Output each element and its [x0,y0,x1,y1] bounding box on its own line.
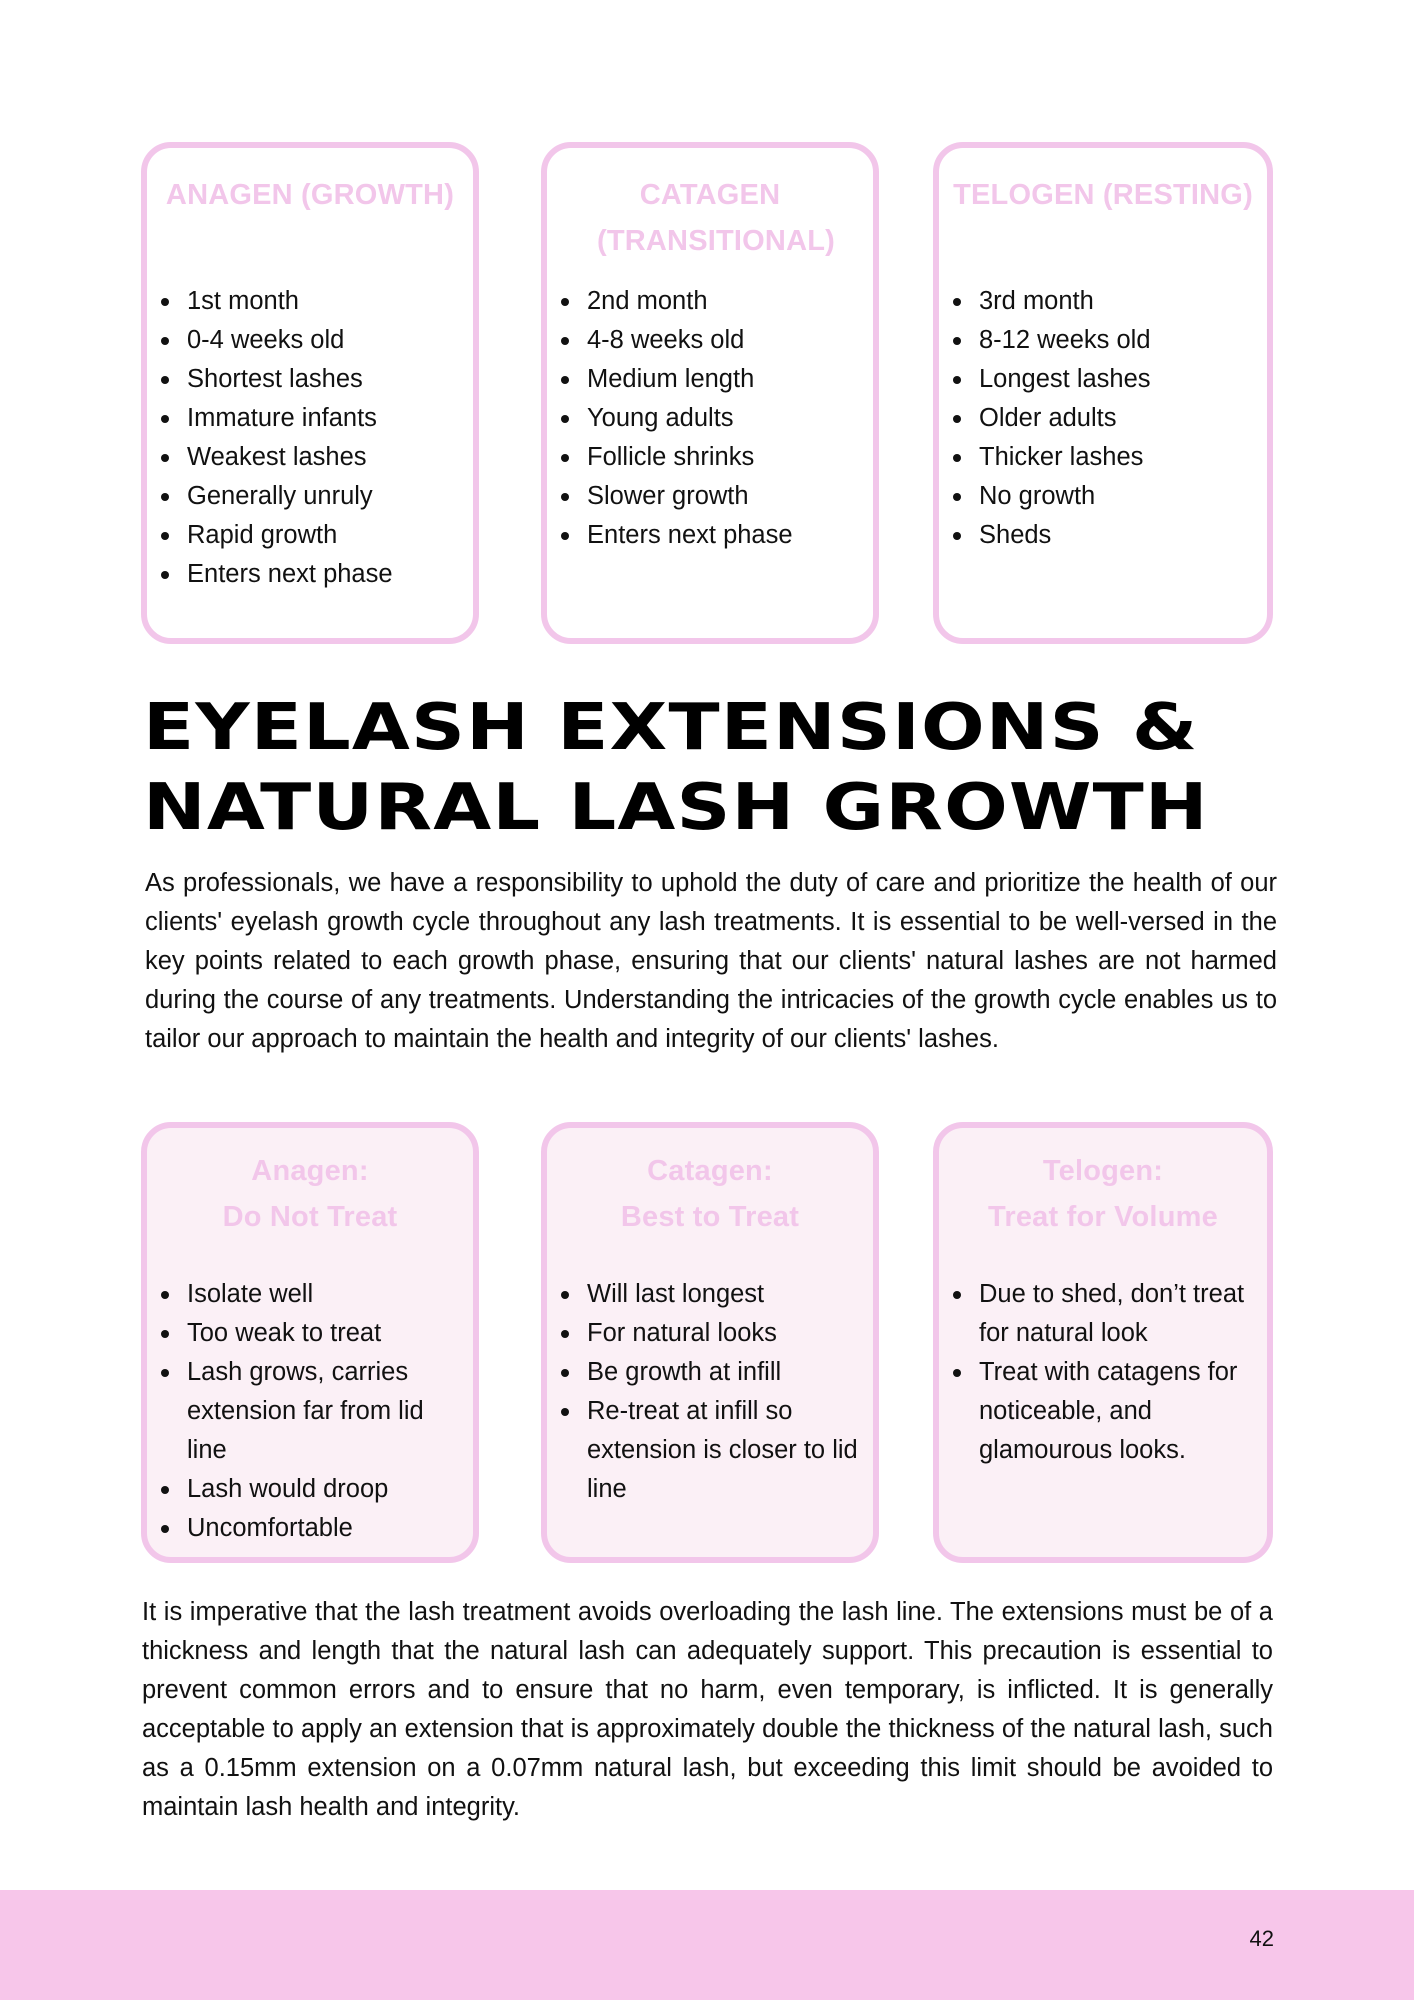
anagen-phase-list [147,282,465,594]
list-item: Sheds [979,516,1259,555]
list-item: Due to shed, don’t treat for natural look [979,1275,1259,1353]
list-item: 1st month [187,282,465,321]
list-item: Lash grows, carries extension far from lid line [187,1353,465,1470]
telogen-phase-list [939,282,1259,555]
list-item: For natural looks [587,1314,865,1353]
anagen-treatment-title-line-2: Do Not Treat [222,1201,398,1233]
list-item: Slower growth [587,477,865,516]
list-item: Too weak to treat [187,1314,465,1353]
catagen-phase-title: CATAGEN (TRANSITIONAL) [597,179,835,257]
list-item: Older adults [979,399,1259,438]
list-item: Generally unruly [187,477,465,516]
closing-paragraph: It is imperative that the lash treatment avoids overloading the lash line. The extensions must be of a thickness and length that the natural lash can adequately support. This precaution is essential to prevent common errors and to ensure that no harm, even temporary, is inflicted. It is generally acceptable to apply an extension that is approximately double the thickness of the natural lash, such as a 0.15mm extension on a 0.07mm natural lash, but exceeding this limit should be avoided to maintain lash health and integrity. [142,1598,1273,1821]
list-item: Shortest lashes [187,360,465,399]
catagen-phase-card [541,142,879,644]
anagen-phase-title: ANAGEN (GROWTH) [165,179,455,211]
list-item: Be growth at infill [587,1353,865,1392]
list-item: 0-4 weeks old [187,321,465,360]
anagen-treatment-card [141,1122,479,1563]
list-item: Enters next phase [187,555,465,594]
anagen-treatment-list [147,1275,465,1548]
list-item: 2nd month [587,282,865,321]
catagen-treatment-card [541,1122,879,1563]
list-item: Medium length [587,360,865,399]
page-title-line-1: EYELASH EXTENSIONS & [143,691,1199,765]
telogen-treatment-title [953,1148,1253,1240]
anagen-treatment-title [161,1148,459,1240]
page-title [143,688,1209,848]
catagen-treatment-title-line-2: Best to Treat [620,1201,800,1233]
telogen-phase-card [933,142,1273,644]
telogen-treatment-title-line-1: Telogen: [1042,1155,1164,1187]
list-item: Re-treat at infill so extension is closer to lid line [587,1392,865,1509]
list-item: Longest lashes [979,360,1259,399]
footer-band [0,1890,1414,2000]
page-title-line-2: NATURAL LASH GROWTH [143,771,1209,845]
list-item: Enters next phase [587,516,865,555]
catagen-treatment-title [561,1148,859,1240]
list-item: 3rd month [979,282,1259,321]
telogen-treatment-card [933,1122,1273,1563]
telogen-phase-title: TELOGEN (RESTING) [953,179,1253,211]
list-item: Uncomfortable [187,1509,465,1548]
intro-paragraph: As professionals, we have a responsibility to uphold the duty of care and prioritize the health of our clients' eyelash growth cycle throughout any lash treatments. It is essential to be well-versed in the key points related to each growth phase, ensuring that our clients' natural lashes are not harmed during the course of any treatments. Understanding the intricacies of the growth cycle enables us to tailor our approach to maintain the health and integrity of our clients' lashes. [145,869,1277,1053]
catagen-phase-list [547,282,865,555]
list-item: Follicle shrinks [587,438,865,477]
telogen-treatment-list [939,1275,1259,1470]
list-item: Will last longest [587,1275,865,1314]
anagen-phase-card [141,142,479,644]
list-item: Thicker lashes [979,438,1259,477]
telogen-treatment-title-line-2: Treat for Volume [988,1201,1218,1233]
list-item: Immature infants [187,399,465,438]
list-item: Isolate well [187,1275,465,1314]
list-item: No growth [979,477,1259,516]
catagen-treatment-list [547,1275,865,1509]
list-item: Lash would droop [187,1470,465,1509]
anagen-treatment-title-line-1: Anagen: [251,1155,369,1187]
page-number: 42 [1249,1926,1274,1951]
list-item: Treat with catagens for noticeable, and glamourous looks. [979,1353,1259,1470]
catagen-treatment-title-line-1: Catagen: [647,1155,773,1187]
list-item: 8-12 weeks old [979,321,1259,360]
list-item: 4-8 weeks old [587,321,865,360]
list-item: Rapid growth [187,516,465,555]
list-item: Weakest lashes [187,438,465,477]
list-item: Young adults [587,399,865,438]
